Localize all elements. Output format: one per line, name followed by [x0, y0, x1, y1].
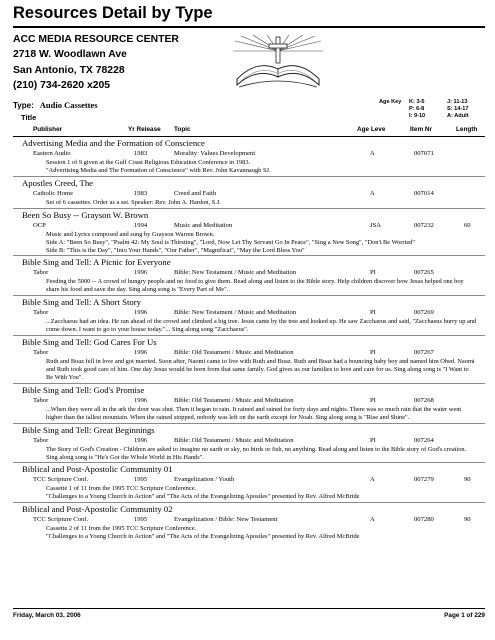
resource-topic: Evangelization / Bible: New Testament	[174, 516, 278, 524]
resource-title: Apostles Creed, The	[13, 176, 485, 189]
report-date: Friday, March 03, 2006	[13, 612, 81, 619]
resource-publisher: Tabor	[33, 309, 49, 317]
column-header-length: Length	[456, 126, 478, 133]
resource-year: 1995	[134, 516, 148, 524]
resource-detail-row	[13, 348, 485, 358]
column-header-row	[13, 125, 485, 136]
description-line: Side B: "This is the Day", "Into Your Hands", "Our Father", "Magnificat", "May the Lord Bless You"	[46, 246, 305, 254]
resource-topic: Creed and Faith	[174, 189, 217, 197]
resource-age: PI	[370, 436, 376, 444]
resource-topic: Bible: New Testament / Music and Meditation	[174, 269, 297, 277]
description-line: Cassette 2 of 11 from the 1995 TCC Scripture Conference.	[46, 525, 197, 533]
age-key-item: J: 11-13	[447, 99, 468, 105]
age-key-column-2	[447, 99, 469, 120]
org-phone: (210) 734-2620 x205	[13, 79, 111, 91]
resource-entry	[13, 208, 485, 256]
description-line: Set of 6 cassettes. Order as a set. Speaker: Rev. John A. Hardon, S.J.	[46, 198, 221, 206]
age-key-label: Age Key	[379, 99, 402, 105]
resource-year: 1996	[134, 396, 148, 404]
org-name: ACC MEDIA RESOURCE CENTER	[13, 34, 179, 45]
resource-publisher: Catholic Home	[33, 189, 74, 197]
resource-title: Bible Sing and Tell: A Picnic for Everyone	[13, 255, 485, 268]
resource-item: 007279	[414, 476, 434, 484]
resource-title: Bible Sing and Tell: God's Promise	[13, 383, 485, 396]
resource-entry	[13, 423, 485, 463]
resource-entry	[13, 462, 485, 502]
title-divider	[13, 26, 485, 28]
resource-publisher: TCC Scripture Conf.	[33, 476, 89, 484]
report-page	[13, 0, 485, 640]
resource-description	[13, 485, 485, 502]
resource-item: 007267	[414, 349, 434, 357]
description-line: Side A: "Been So Busy", "Psalm 42: My Soul is Thirsting", "Lord, Now Let Thy Servant Go In Peace", "Sing a New Song", "Don't Be Worried"	[46, 238, 415, 246]
description-line: "Advertising Media and The Formation of Conscience" with Rev. John Kavannaugh SJ.	[46, 166, 271, 174]
org-address-line-1: 2718 W. Woodlawn Ave	[13, 49, 127, 61]
column-header-topic: Topic	[174, 126, 191, 133]
resource-year: 1996	[134, 349, 148, 357]
resource-item: 007265	[414, 269, 434, 277]
column-header-publisher: Publisher	[33, 126, 63, 133]
resource-detail-row	[13, 221, 485, 231]
resource-description	[13, 525, 485, 542]
resource-item: 007280	[414, 516, 434, 524]
resource-description	[13, 159, 485, 176]
resource-age: A	[370, 516, 375, 524]
resource-entry	[13, 176, 485, 208]
report-title: Resources Detail by Type	[13, 4, 213, 22]
resource-title: Bible Sing and Tell: God Cares For Us	[13, 335, 485, 348]
resource-year: 1994	[134, 221, 148, 229]
resource-entry	[13, 295, 485, 335]
resource-description	[13, 278, 485, 295]
resource-age: A	[370, 150, 375, 157]
resource-publisher: Tabor	[33, 396, 49, 404]
resource-topic: Bible: Old Testament / Music and Meditation	[174, 396, 294, 404]
resource-year: 1996	[134, 436, 148, 444]
resource-year: 1983	[134, 189, 148, 197]
type-label: Type:	[13, 101, 34, 110]
resource-title: Bible Sing and Tell: Great Beginnings	[13, 423, 485, 436]
resource-title: Biblical and Post-Apostolic Community 02	[13, 502, 485, 515]
page-footer	[13, 612, 485, 619]
resource-year: 1995	[134, 476, 148, 484]
resource-entry	[13, 383, 485, 423]
age-key-item: A: Adult	[447, 113, 469, 119]
description-line: Cassette 1 of 11 from the 1995 TCC Scripture Conference.	[46, 485, 197, 493]
resource-entry	[13, 335, 485, 383]
description-line: Ruth and Boaz fell in love and got married. Soon after, Naomi came to live with Ruth and Boaz. Ruth and Boaz had a bouncing baby boy and named him Obed. Naomi and Ruth took good care of him. One day Jesus would be born from that same family. God gives us our families to love and care for us. Sing along song is "I Want to Be With You".	[46, 358, 475, 381]
resource-entry	[13, 502, 485, 542]
resource-description	[13, 231, 485, 256]
description-line: Session 1 of 9 given at the Gulf Coast Religious Education Conference in 1983.	[46, 159, 251, 166]
description-line: Music and Lyrics composed and sung by Grayson Warren Brown.	[46, 230, 215, 238]
resource-topic: Bible: Old Testament / Music and Meditation	[174, 436, 294, 444]
resource-topic: Bible: Old Testament / Music and Meditation	[174, 349, 294, 357]
resource-detail-row	[13, 268, 485, 278]
resource-year: 1996	[134, 269, 148, 277]
page-number: Page 1 of 229	[444, 612, 485, 619]
resource-age: A	[370, 189, 375, 197]
resource-age: PI	[370, 349, 376, 357]
resource-year: 1996	[134, 309, 148, 317]
resource-description	[13, 406, 485, 423]
resource-length: 90	[464, 516, 471, 524]
resource-length: 60	[464, 221, 471, 229]
title-column-label: Title	[21, 113, 37, 122]
resource-description	[13, 318, 485, 335]
resource-publisher: TCC Scripture Conf.	[33, 516, 89, 524]
column-header-year: Yr Release	[128, 126, 161, 133]
bible-cross-logo-icon	[231, 35, 325, 91]
resource-description	[13, 358, 485, 383]
resource-topic: Morality: Values Development	[174, 150, 256, 157]
resource-description	[13, 446, 485, 463]
resource-age: JSA	[370, 221, 381, 229]
resource-item: 007014	[414, 189, 434, 197]
resource-entry	[13, 137, 485, 176]
type-row	[13, 100, 98, 110]
footer-divider	[13, 608, 485, 609]
resource-entry	[13, 255, 485, 295]
column-header-item: Item Nr	[410, 126, 433, 133]
resource-publisher: OCP	[33, 221, 46, 229]
description-line: Feeding the 5000 -- A crowd of hungry people and no food to give them. Read along and listen to the Bible story. Help children discover how Jesus helped one boy share his food and save the day. Sing along song is "Every Part of Me".	[46, 278, 464, 294]
age-key-column-1	[409, 99, 425, 120]
description-line: ...Zacchaeus had an idea. He ran ahead of the crowd and climbed a big tree. Jesus came by the tree and looked up. He saw Zacchaeus and said, "Zacchaeus hurry up and come down. I want to go to your house today."... Sing along song "Zacchaeus".	[46, 318, 477, 334]
resource-description	[13, 199, 485, 208]
resource-length: 90	[464, 476, 471, 484]
resource-detail-row	[13, 396, 485, 406]
resource-age: PI	[370, 309, 376, 317]
resource-publisher: Tabor	[33, 269, 49, 277]
resource-item: 007071	[414, 150, 434, 157]
description-line: ...When they were all in the ark the door was shut. Then it began to rain. It rained and rained for forty days and nights. There was so much rain that the water went higher than the tallest mountain. When the rained stopped, nobody was left on the earth except for Noah. Sing along song is "Rise and Shine".	[46, 405, 462, 421]
description-line: "Challenges to a Young Church in Action" and "The Acts of the Evangelizing Apostles" presented by Rev. Alfred McBride	[46, 533, 360, 541]
resource-title: Advertising Media and the Formation of Conscience	[22, 138, 205, 148]
age-key-item: P: 6-8	[409, 106, 425, 112]
resource-age: PI	[370, 269, 376, 277]
resource-item: 007264	[414, 436, 434, 444]
resource-publisher: Tabor	[33, 349, 49, 357]
resource-detail-row	[13, 515, 485, 525]
resource-topic: Music and Meditation	[174, 221, 233, 229]
description-line: The Story of God's Creation - Children are asked to imagine no earth or sky, no birds or fish, no anything. Read along and listen to the Bible story of God's creation. Sing along song is "He's Got the Whole World in His Hands".	[46, 445, 467, 461]
resource-publisher: Tabor	[33, 436, 49, 444]
resource-title: Bible Sing and Tell: A Short Story	[13, 295, 485, 308]
resource-detail-row	[13, 436, 485, 446]
resource-detail-row	[13, 149, 485, 159]
resource-age: A	[370, 476, 375, 484]
org-address-line-2: San Antonio, TX 78228	[13, 64, 125, 76]
resource-age: PI	[370, 396, 376, 404]
resource-title: Biblical and Post-Apostolic Community 01	[13, 462, 485, 475]
resource-item: 007269	[414, 309, 434, 317]
resource-list	[13, 137, 485, 542]
resource-item: 007268	[414, 396, 434, 404]
resource-detail-row	[13, 475, 485, 485]
column-header-age: Age Leve	[357, 126, 386, 133]
age-key-item: K: 3-5	[409, 99, 425, 105]
type-value: Audio Cassettes	[39, 100, 98, 110]
resource-detail-row	[13, 189, 485, 199]
age-key-item: S: 14-17	[447, 106, 469, 112]
resource-topic: Bible: New Testament / Music and Meditation	[174, 309, 297, 317]
resource-year: 1983	[134, 150, 148, 157]
age-key-item: I: 9-10	[409, 113, 426, 119]
resource-item: 007232	[414, 221, 434, 229]
resource-detail-row	[13, 308, 485, 318]
resource-title: Been So Busy -- Grayson W. Brown	[13, 208, 485, 221]
resource-topic: Evangelization / Youth	[174, 476, 235, 484]
resource-publisher: Eastern Audio	[33, 150, 71, 157]
description-line: "Challenges to a Young Church in Action" and "The Acts of the Evangelizing Apostles" presented by Rev. Alfred McBride	[46, 493, 360, 501]
